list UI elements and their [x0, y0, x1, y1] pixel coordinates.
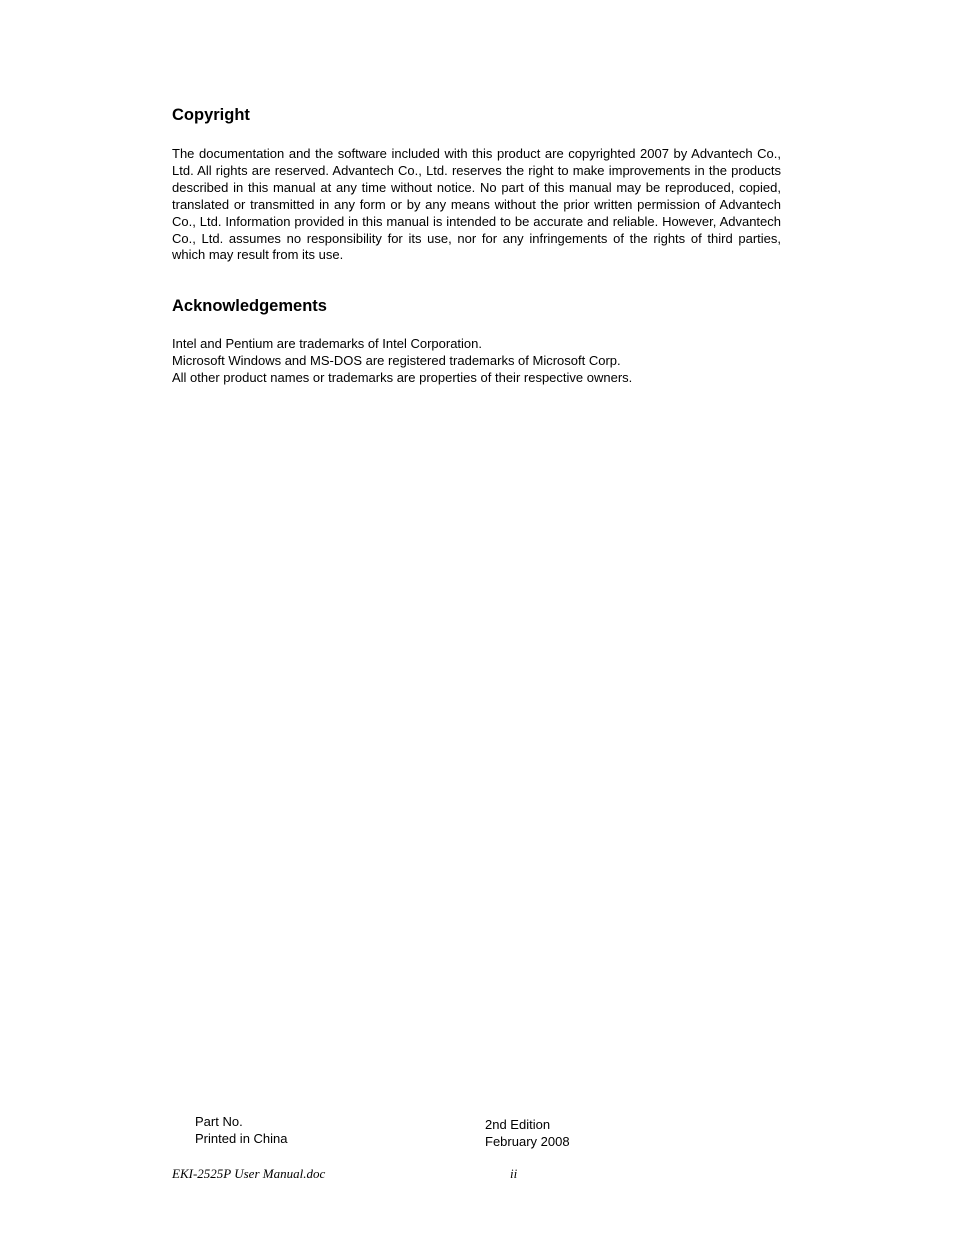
trademark-line-intel: Intel and Pentium are trademarks of Intel Corporation. — [172, 336, 482, 351]
acknowledgements-heading: Acknowledgements — [172, 297, 327, 315]
copyright-paragraph: The documentation and the software included with this product are copyrighted 2007 by Advantech Co., Ltd. All rights are reserved. Advantech Co., Ltd. reserves the right to make improvements in the products described in this manual at any time without notice. No part of this manual may be reproduced, copied, translated or transmitted in any form or by any means without the prior written permission of Advantech Co., Ltd. Information provided in this manual is intended to be accurate and reliable. However, Advantech Co., Ltd. assumes no responsibility for its use, nor for any infringements of the rights of third parties, which may result from its use. — [172, 146, 781, 263]
acknowledgements-list — [172, 335, 792, 386]
trademark-line-microsoft: Microsoft Windows and MS-DOS are registered trademarks of Microsoft Corp. — [172, 353, 621, 368]
edition-info-block — [485, 1116, 570, 1150]
edition-date: February 2008 — [485, 1134, 570, 1149]
page-number: ii — [510, 1166, 518, 1181]
edition-label: 2nd Edition — [485, 1117, 551, 1132]
part-info-block — [195, 1113, 288, 1147]
part-number-label: Part No. — [195, 1114, 243, 1129]
printed-in-label: Printed in China — [195, 1131, 288, 1146]
document-filename: EKI-2525P User Manual.doc — [172, 1166, 326, 1181]
trademark-line-other: All other product names or trademarks are properties of their respective owners. — [172, 370, 633, 385]
copyright-heading: Copyright — [172, 106, 250, 124]
